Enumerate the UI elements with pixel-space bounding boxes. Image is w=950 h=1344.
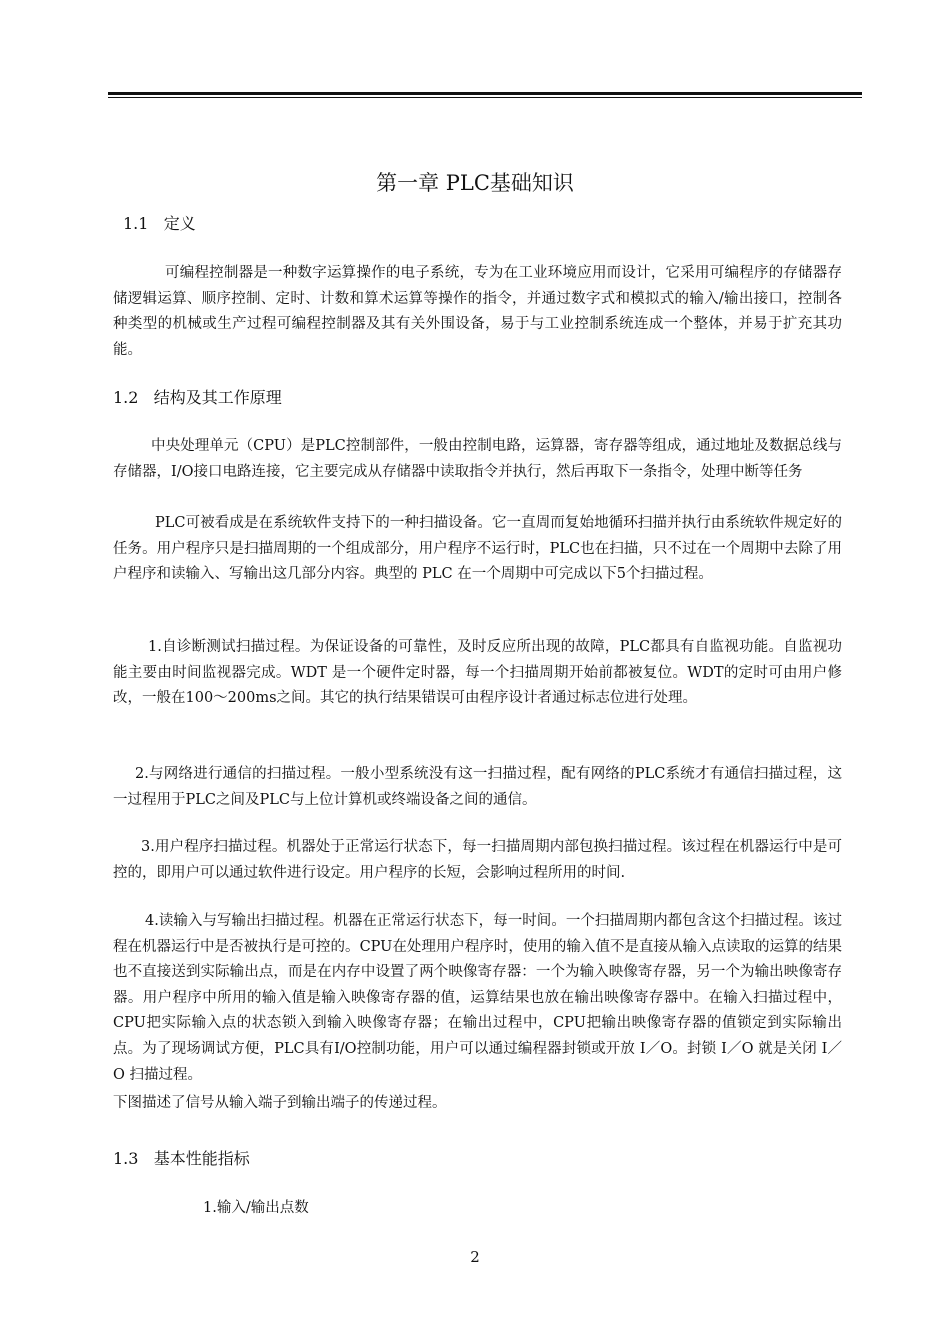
section-heading-1-3: 1.3 基本性能指标: [113, 1149, 250, 1168]
scan-item-3: 3.用户程序扫描过程。机器处于正常运行状态下，每一扫描周期内部包换扫描过程。该过程在机器运行中是可控的，即用户可以通过软件进行设定。用户程序的长短，会影响过程所用的时间.: [113, 839, 842, 881]
chapter-title: 第一章 PLC基础知识: [376, 171, 574, 195]
definition-paragraph: 可编程控制器是一种数字运算操作的电子系统，专为在工业环境应用而设计，它采用可编程序的存储器存储逻辑运算、顺序控制、定时、计数和算术运算等操作的指令，并通过数字式和模拟式的输入/输出接口，控制各种类型的机械或生产过程可编程控制器及其有关外围设备，易于与工业控制系统连成一个整体，并易于扩充其功能。: [113, 265, 842, 358]
section-heading-1-1: 1.1 定义: [123, 214, 196, 233]
scan-item-4: 4.读输入与写输出扫描过程。机器在正常运行状态下，每一时间。一个扫描周期内都包含这个扫描过程。该过程在机器运行中是否被执行是可控的。CPU在处理用户程序时，使用的输入值不是直接从输入点读取的运算的结果也不直接送到实际输出点，而是在内存中设置了两个映像寄存器：一个为输入映像寄存器，另一个为输出映像寄存器。用户程序中所用的输入值是输入映像寄存器的值，运算结果也放在输出映像寄存器中。在输入扫描过程中，CPU把实际输入点的状态锁入到输入映像寄存器；在输出过程中，CPU把输出映像寄存器的值锁定到实际输出点。为了现场调试方便，PLC具有I/O控制功能，用户可以通过编程器封锁或开放 I／O。封锁 I／O 就是关闭 I／O 扫描过程。: [113, 913, 842, 1083]
header-rule-thin: [108, 97, 862, 98]
scan-item-2: 2.与网络进行通信的扫描过程。一般小型系统没有这一扫描过程，配有网络的PLC系统才有通信扫描过程，这一过程用于PLC之间及PLC与上位计算机或终端设备之间的通信。: [113, 766, 842, 808]
performance-item-1: 1.输入/输出点数: [203, 1200, 309, 1216]
scan-paragraph: PLC可被看成是在系统软件支持下的一种扫描设备。它一直周而复始地循环扫描并执行由系统软件规定好的任务。用户程序只是扫描周期的一个组成部分，用户程序不运行时，PLC也在扫描，只不过在一个周期中去除了用户程序和读输入、写输出这几部分内容。典型的 PLC 在一个周期中可完成以下5个扫描过程。: [113, 515, 842, 583]
scan-item-1: 1.自诊断测试扫描过程。为保证设备的可靠性，及时反应所出现的故障，PLC都具有自监视功能。自监视功能主要由时间监视器完成。WDT 是一个硬件定时器，每一个扫描周期开始前都被复位。WDT的定时可由用户修改，一般在100～200ms之间。其它的执行结果错误可由程序设计者通过标志位进行处理。: [113, 639, 842, 707]
header-rule-thick: [108, 92, 862, 95]
cpu-paragraph: 中央处理单元（CPU）是PLC控制部件，一般由控制电路，运算器，寄存器等组成，通过地址及数据总线与存储器，I/O接口电路连接，它主要完成从存储器中读取指令并执行，然后再取下一条指令，处理中断等任务: [113, 438, 842, 480]
section-heading-1-2: 1.2 结构及其工作原理: [113, 388, 282, 407]
page-number: 2: [470, 1248, 480, 1266]
figure-note: 下图描述了信号从输入端子到输出端子的传递过程。: [113, 1095, 447, 1111]
